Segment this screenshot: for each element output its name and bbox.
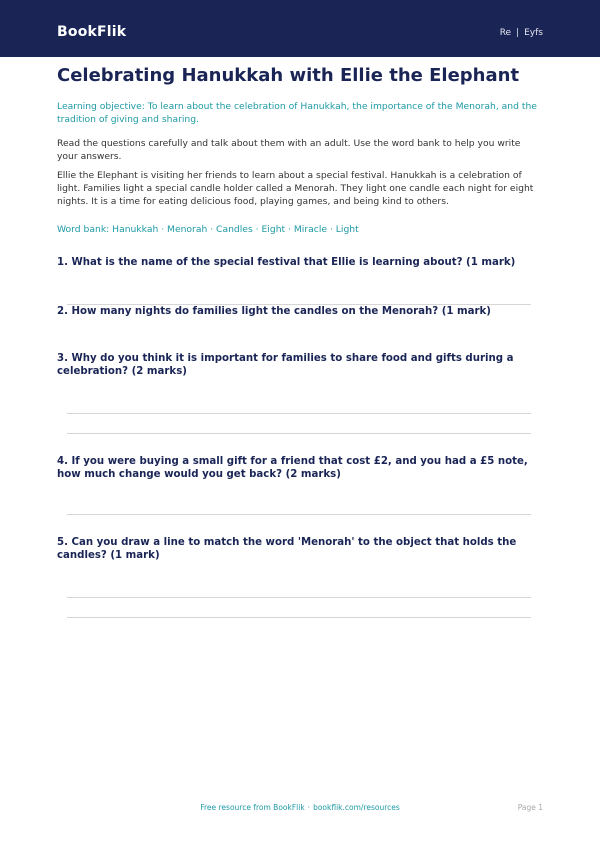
answer-line[interactable]	[67, 413, 531, 414]
story-passage: Ellie the Elephant is visiting her friends to learn about a special festival. Hanukkah is a celebration of light. Families light a special candle holder called a Menorah. They light one candle each night for eight nights. It is a time for eating delicious food, playing games, and being kind to others.	[57, 170, 534, 207]
question-4: 4. If you were buying a small gift for a friend that cost £2, and you had a £5 note, how much change would you get back? (2 marks)	[57, 456, 528, 480]
question-1: 1. What is the name of the special festival that Ellie is learning about? (1 mark)	[57, 257, 516, 268]
separator: |	[516, 28, 520, 38]
page-title: Celebrating Hanukkah with Ellie the Elephant	[57, 65, 520, 86]
instructions-text: Read the questions carefully and talk about them with an adult. Use the word bank to help you write your answers.	[57, 138, 521, 162]
learning-objective: Learning objective: To learn about the celebration of Hanukkah, the importance of the Menorah, and the tradition of giving and sharing.	[57, 101, 537, 125]
answer-line[interactable]	[67, 514, 531, 515]
brand-logo[interactable]: BookFlik	[57, 24, 127, 40]
footer-link[interactable]: bookflik.com/resources	[313, 803, 400, 812]
footer-source: Free resource from BookFlik	[200, 803, 305, 812]
subject-level	[500, 28, 543, 38]
level-label: Eyfs	[524, 28, 543, 38]
footer-dot: ·	[307, 803, 311, 812]
question-3: 3. Why do you think it is important for families to share food and gifts during a celebration? (2 marks)	[57, 353, 514, 377]
page-number: Page 1	[517, 803, 543, 812]
answer-line[interactable]	[67, 617, 531, 618]
answer-line[interactable]	[67, 433, 531, 434]
word-bank: Word bank: Hanukkah · Menorah · Candles · Eight · Miracle · Light	[57, 224, 359, 235]
footer-credit	[0, 803, 600, 812]
question-2: 2. How many nights do families light the candles on the Menorah? (1 mark)	[57, 306, 491, 317]
answer-line[interactable]	[67, 597, 531, 598]
subject-label: Re	[499, 28, 512, 38]
question-5: 5. Can you draw a line to match the word 'Menorah' to the object that holds the candles? (1 mark)	[57, 537, 517, 561]
header-bar	[0, 0, 600, 57]
